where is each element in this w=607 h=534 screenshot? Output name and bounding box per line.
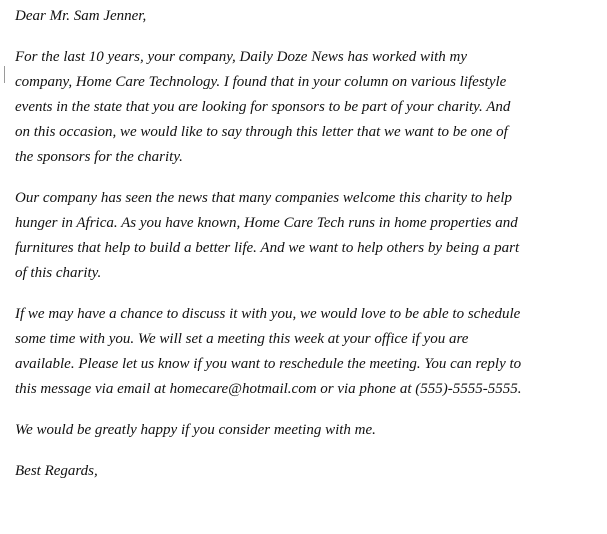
paragraph-line: furnitures that help to build a better life. And we want to help others by being a part bbox=[15, 240, 520, 256]
paragraph-line: this message via email at homecare@hotmail.com or via phone at (555)-5555-5555. bbox=[15, 381, 522, 397]
paragraph-line: events in the state that you are looking for sponsors to be part of your charity. And bbox=[15, 99, 511, 115]
letter-paragraph-4 bbox=[15, 418, 595, 443]
paragraph-line: on this occasion, we would like to say through this letter that we want to be one of bbox=[15, 124, 508, 140]
paragraph-line: Our company has seen the news that many companies welcome this charity to help bbox=[15, 190, 512, 206]
paragraph-line: the sponsors for the charity. bbox=[15, 149, 183, 165]
letter-paragraph-2 bbox=[15, 186, 595, 286]
letter-greeting: Dear Mr. Sam Jenner, bbox=[15, 8, 147, 24]
paragraph-line: For the last 10 years, your company, Daily Doze News has worked with my bbox=[15, 49, 468, 65]
paragraph-line: company, Home Care Technology. I found that in your column on various lifestyle bbox=[15, 74, 507, 90]
letter-body[interactable] bbox=[15, 4, 595, 500]
paragraph-line: of this charity. bbox=[15, 265, 102, 281]
paragraph-line: available. Please let us know if you want to reschedule the meeting. You can reply to bbox=[15, 356, 522, 372]
paragraph-line: We would be greatly happy if you consider meeting with me. bbox=[15, 422, 376, 438]
letter-paragraph-3 bbox=[15, 302, 595, 402]
text-cursor bbox=[4, 66, 5, 83]
letter-closing: Best Regards, bbox=[15, 463, 98, 479]
letter-paragraph-1 bbox=[15, 45, 595, 170]
paragraph-line: If we may have a chance to discuss it with you, we would love to be able to schedule bbox=[15, 306, 521, 322]
paragraph-line: some time with you. We will set a meeting this week at your office if you are bbox=[15, 331, 469, 347]
paragraph-line: hunger in Africa. As you have known, Home Care Tech runs in home properties and bbox=[15, 215, 518, 231]
